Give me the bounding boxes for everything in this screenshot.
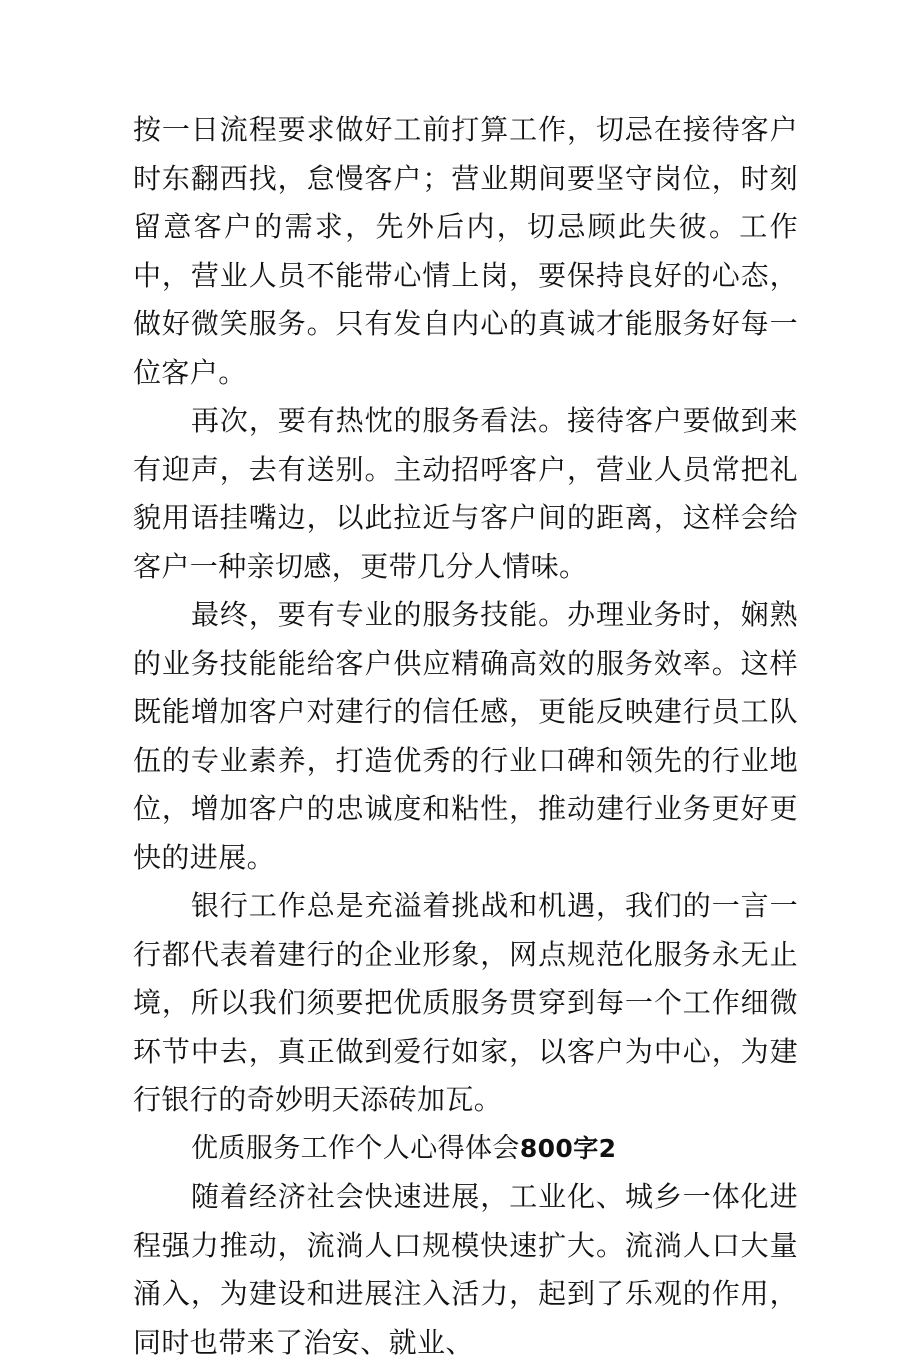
- section-heading-text: 优质服务工作个人心得体会: [191, 1132, 520, 1164]
- paragraph-5: 随着经济社会快速进展，工业化、城乡一体化进程强力推动，流淌人口规模快速扩大。流淌人口大量涌入，为建设和进展注入活力，起到了乐观的作用，同时也带来了治安、就业、: [133, 1180, 798, 1359]
- section-heading-number: 800字2: [519, 1133, 617, 1163]
- document-body: [133, 106, 798, 1367]
- paragraph-1: 按一日流程要求做好工前打算工作，切忌在接待客户时东翻西找，怠慢客户；营业期间要坚守岗位，时刻留意客户的需求，先外后内，切忌顾此失彼。工作中，营业人员不能带心情上岗，要保持良好的心态，做好微笑服务。只有发自内心的真诚才能服务好每一位客户。: [133, 113, 798, 389]
- paragraph-3: 最终，要有专业的服务技能。办理业务时，娴熟的业务技能能给客户供应精确高效的服务效率。这样既能增加客户对建行的信任感，更能反映建行员工队伍的专业素养，打造优秀的行业口碑和领先的行业地位，增加客户的忠诚度和粘性，推动建行业务更好更快的进展。: [133, 598, 798, 874]
- section-heading: [133, 1125, 798, 1174]
- paragraph-2: 再次，要有热忱的服务看法。接待客户要做到来有迎声，去有送别。主动招呼客户，营业人员常把礼貌用语挂嘴边，以此拉近与客户间的距离，这样会给客户一种亲切感，更带几分人情味。: [133, 404, 798, 583]
- paragraph-4: 银行工作总是充溢着挑战和机遇，我们的一言一行都代表着建行的企业形象，网点规范化服务永无止境，所以我们须要把优质服务贯穿到每一个工作细微环节中去，真正做到爱行如家，以客户为中心，为建行银行的奇妙明天添砖加瓦。: [133, 889, 798, 1116]
